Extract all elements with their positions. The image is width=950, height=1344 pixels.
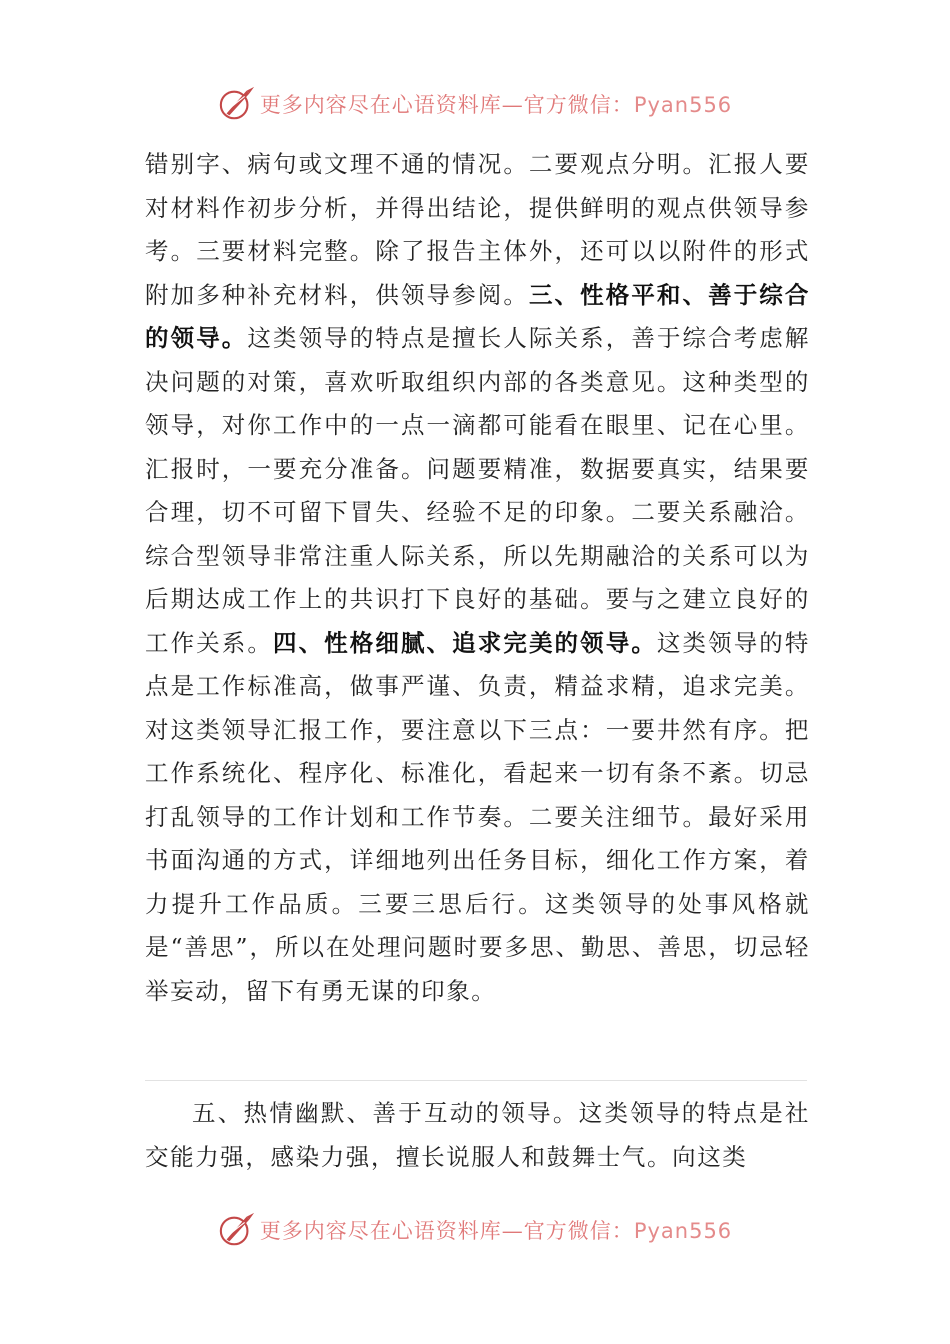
header-banner <box>0 84 950 124</box>
header-wechat-id: Pyan556 <box>633 93 733 117</box>
footer-banner <box>0 1210 950 1250</box>
section-divider <box>145 1080 807 1081</box>
footer-banner-text: 更多内容尽在心语资料库—官方微信：Pyan556 <box>259 1219 733 1243</box>
quill-logo-icon <box>218 1211 256 1249</box>
section-heading-4: 四、性格细腻、追求完美的领导。 <box>272 628 657 657</box>
footer-wechat-id: Pyan556 <box>633 1219 733 1243</box>
header-banner-text: 更多内容尽在心语资料库—官方微信：Pyan556 <box>259 93 733 117</box>
quill-logo-icon <box>218 85 256 123</box>
body-paragraph: 错别字、病句或文理不通的情况。二要观点分明。汇报人要对材料作初步分析，并得出结论，提供鲜明的观点供领导参考。三要材料完整。除了报告主体外，还可以以附件的形式附加多种补充材料，供领导参阅。三、性格平和、善于综合的领导。这类领导的特点是擅长人际关系，善于综合考虑解决问题的对策，喜欢听取组织内部的各类意见。这种类型的领导，对你工作中的一点一滴都可能看在眼里、记在心里。汇报时，一要充分准备。问题要精准，数据要真实，结果要合理，切不可留下冒失、经验不足的印象。二要关系融洽。综合型领导非常注重人际关系，所以先期融洽的关系可以为后期达成工作上的共识打下良好的基础。要与之建立良好的工作关系。四、性格细腻、追求完美的领导。这类领导的特点是工作标准高，做事严谨、负责，精益求精，追求完美。对这类领导汇报工作，要注意以下三点：一要井然有序。把工作系统化、程序化、标准化，看起来一切有条不紊。切忌打乱领导的工作计划和工作节奏。二要关注细节。最好采用书面沟通的方式，详细地列出任务目标，细化工作方案，着力提升工作品质。三要三思后行。这类领导的处事风格就是“善思”，所以在处理问题时要多思、勤思、善思，切忌轻举妄动，留下有勇无谋的印象。 <box>145 150 810 1005</box>
document-body <box>145 143 810 1013</box>
section-heading-3: 三、性格平和、善于综合的领导。 <box>145 280 810 352</box>
paragraph-section-5: 五、热情幽默、善于互动的领导。这类领导的特点是社交能力强，感染力强，擅长说服人和鼓舞士气。向这类 <box>145 1099 810 1171</box>
